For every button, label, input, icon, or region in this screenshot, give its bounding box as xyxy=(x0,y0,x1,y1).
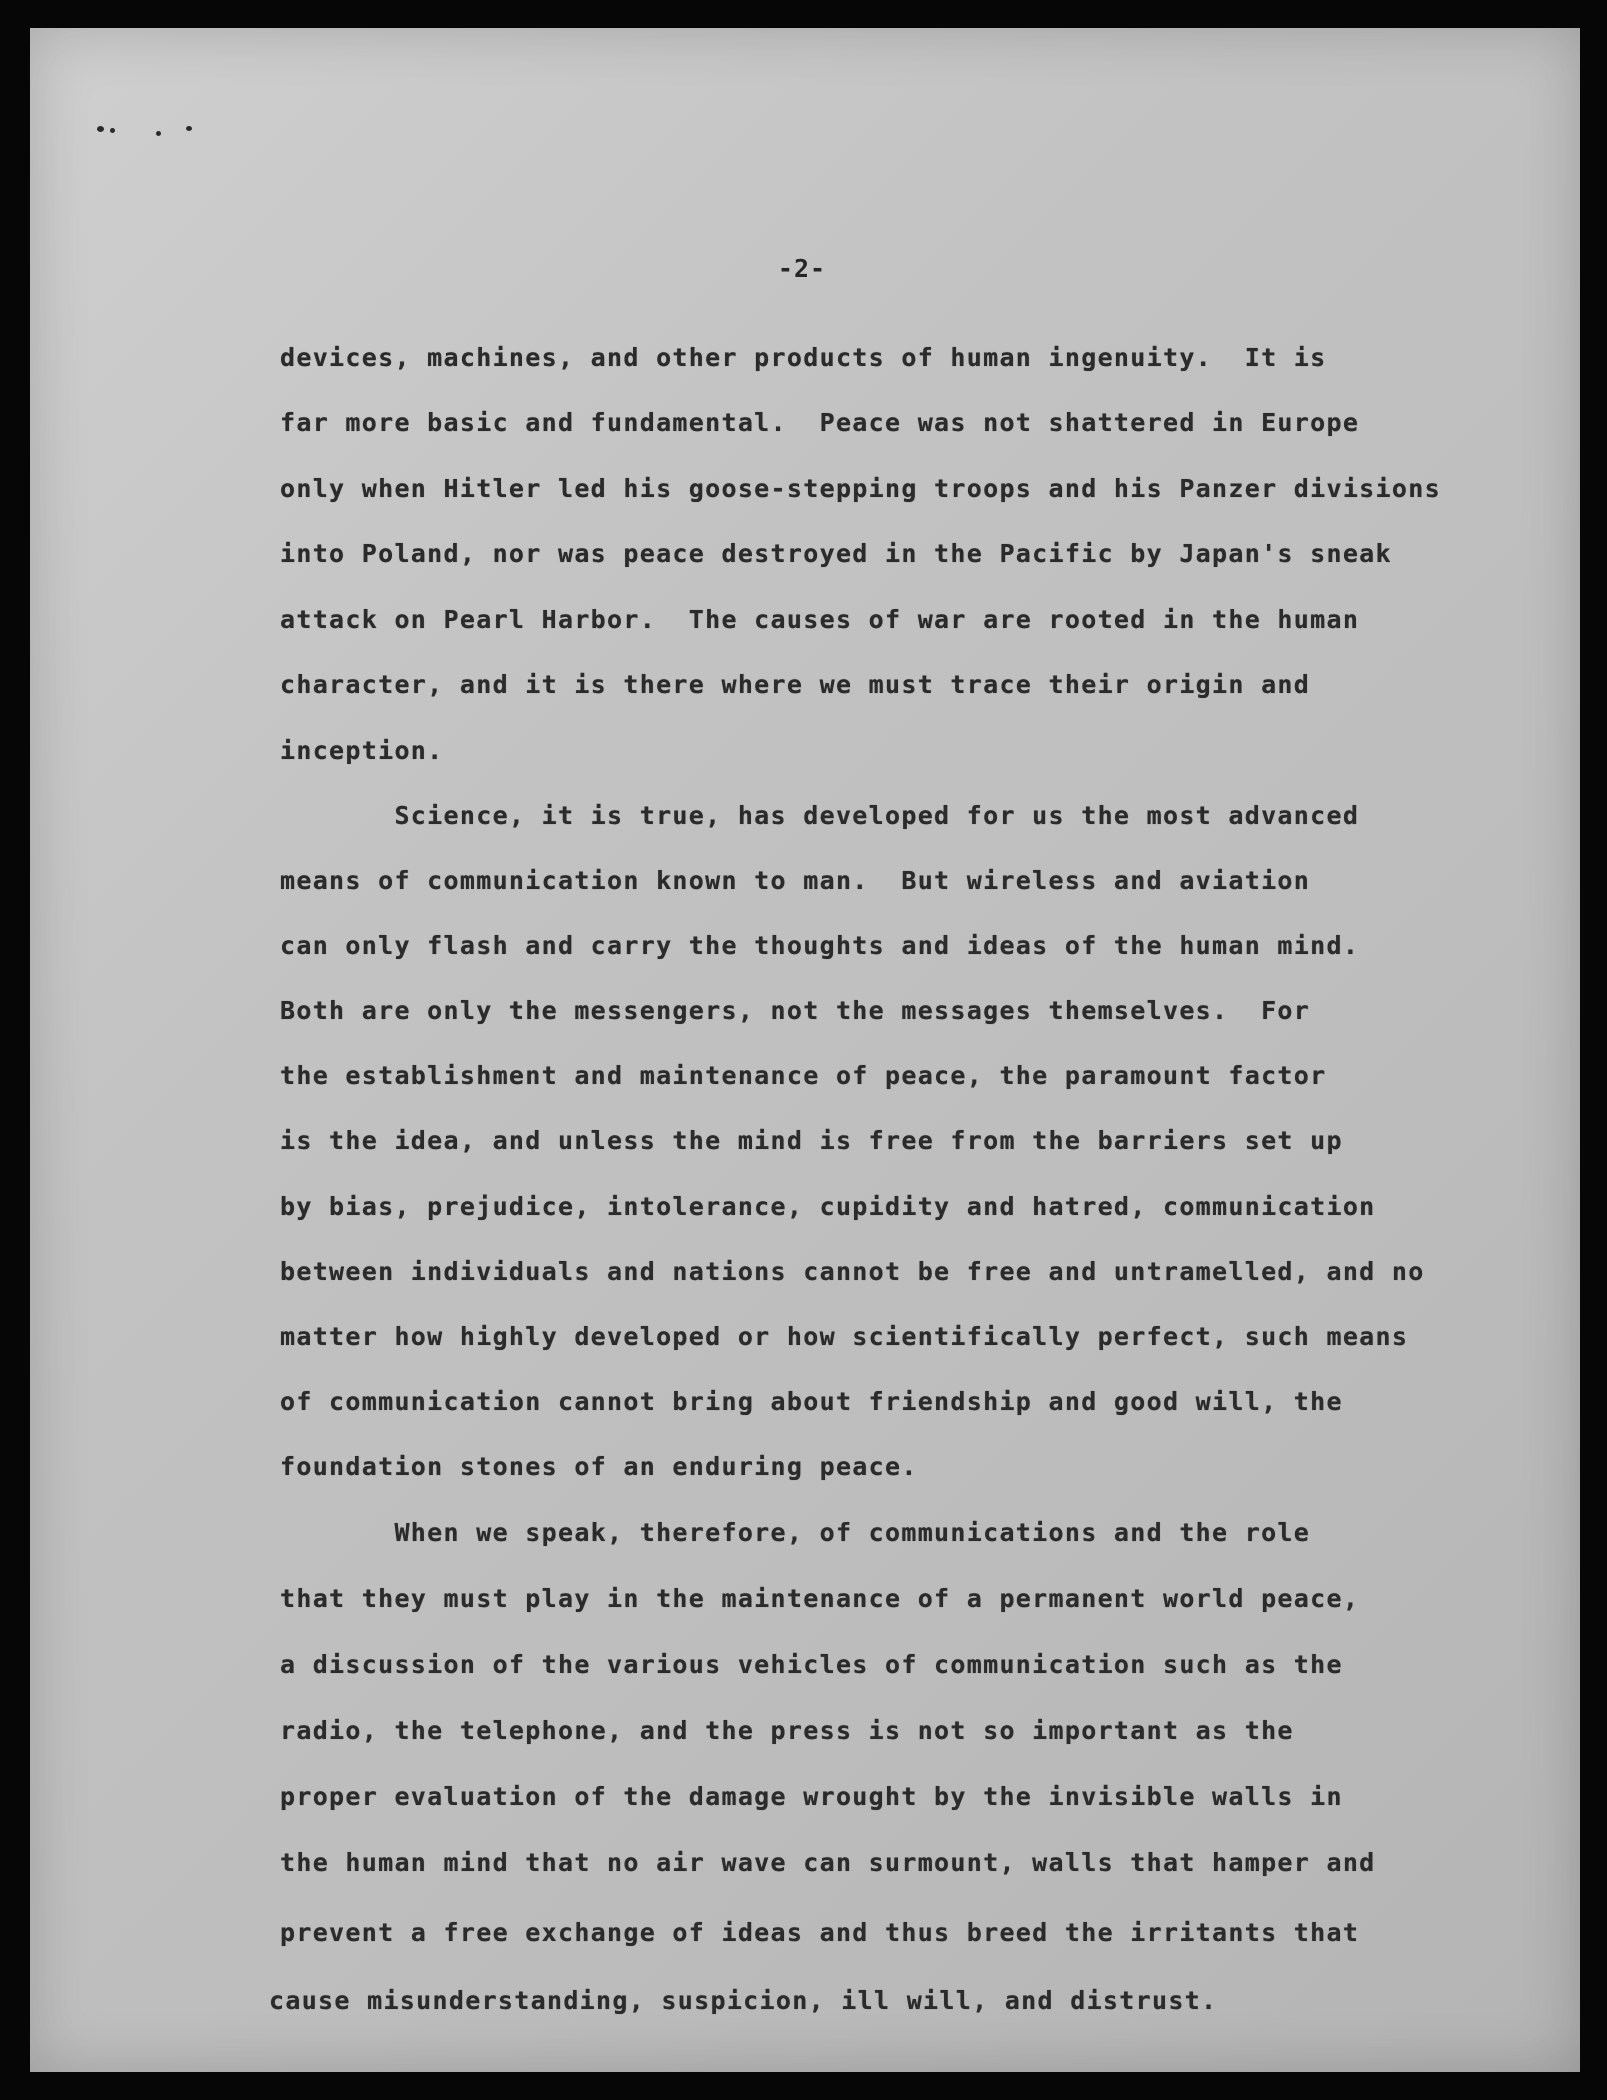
text-line: the human mind that no air wave can surmount, walls that hamper and xyxy=(280,1848,1376,1877)
text-line: means of communication known to man. But wireless and aviation xyxy=(280,866,1311,895)
text-line: foundation stones of an enduring peace. xyxy=(280,1452,918,1481)
text-line: Science, it is true, has developed for us the most advanced xyxy=(280,801,1360,830)
text-line: proper evaluation of the damage wrought by the invisible walls in xyxy=(280,1782,1343,1811)
text-line: can only flash and carry the thoughts and ideas of the human mind. xyxy=(280,931,1360,960)
text-line: the establishment and maintenance of peace, the paramount factor xyxy=(280,1061,1327,1090)
body-text xyxy=(30,28,1580,2072)
text-line: a discussion of the various vehicles of communication such as the xyxy=(280,1650,1343,1679)
text-line: attack on Pearl Harbor. The causes of war are rooted in the human xyxy=(280,605,1360,634)
text-line: of communication cannot bring about friendship and good will, the xyxy=(280,1387,1343,1416)
text-line: far more basic and fundamental. Peace was not shattered in Europe xyxy=(280,408,1360,437)
text-line: Both are only the messengers, not the messages themselves. For xyxy=(280,996,1311,1025)
text-line: by bias, prejudice, intolerance, cupidity and hatred, communication xyxy=(280,1192,1376,1221)
text-line: inception. xyxy=(280,736,444,765)
text-line: devices, machines, and other products of human ingenuity. It is xyxy=(280,343,1327,372)
text-line: is the idea, and unless the mind is free from the barriers set up xyxy=(280,1126,1343,1155)
text-line: that they must play in the maintenance of a permanent world peace, xyxy=(280,1584,1360,1613)
text-line: into Poland, nor was peace destroyed in the Pacific by Japan's sneak xyxy=(280,539,1392,568)
page-number-text: -2- xyxy=(777,254,827,283)
text-line: between individuals and nations cannot be free and untramelled, and no xyxy=(280,1257,1425,1286)
text-line: character, and it is there where we must trace their origin and xyxy=(280,670,1311,699)
document-page xyxy=(30,28,1580,2072)
text-line: matter how highly developed or how scientifically perfect, such means xyxy=(280,1322,1409,1351)
text-line: When we speak, therefore, of communications and the role xyxy=(280,1518,1311,1547)
text-line: radio, the telephone, and the press is not so important as the xyxy=(280,1716,1294,1745)
text-line: prevent a free exchange of ideas and thus breed the irritants that xyxy=(280,1918,1360,1947)
text-line: cause misunderstanding, suspicion, ill will, and distrust. xyxy=(269,1986,1218,2015)
text-line: only when Hitler led his goose-stepping troops and his Panzer divisions xyxy=(280,474,1441,503)
